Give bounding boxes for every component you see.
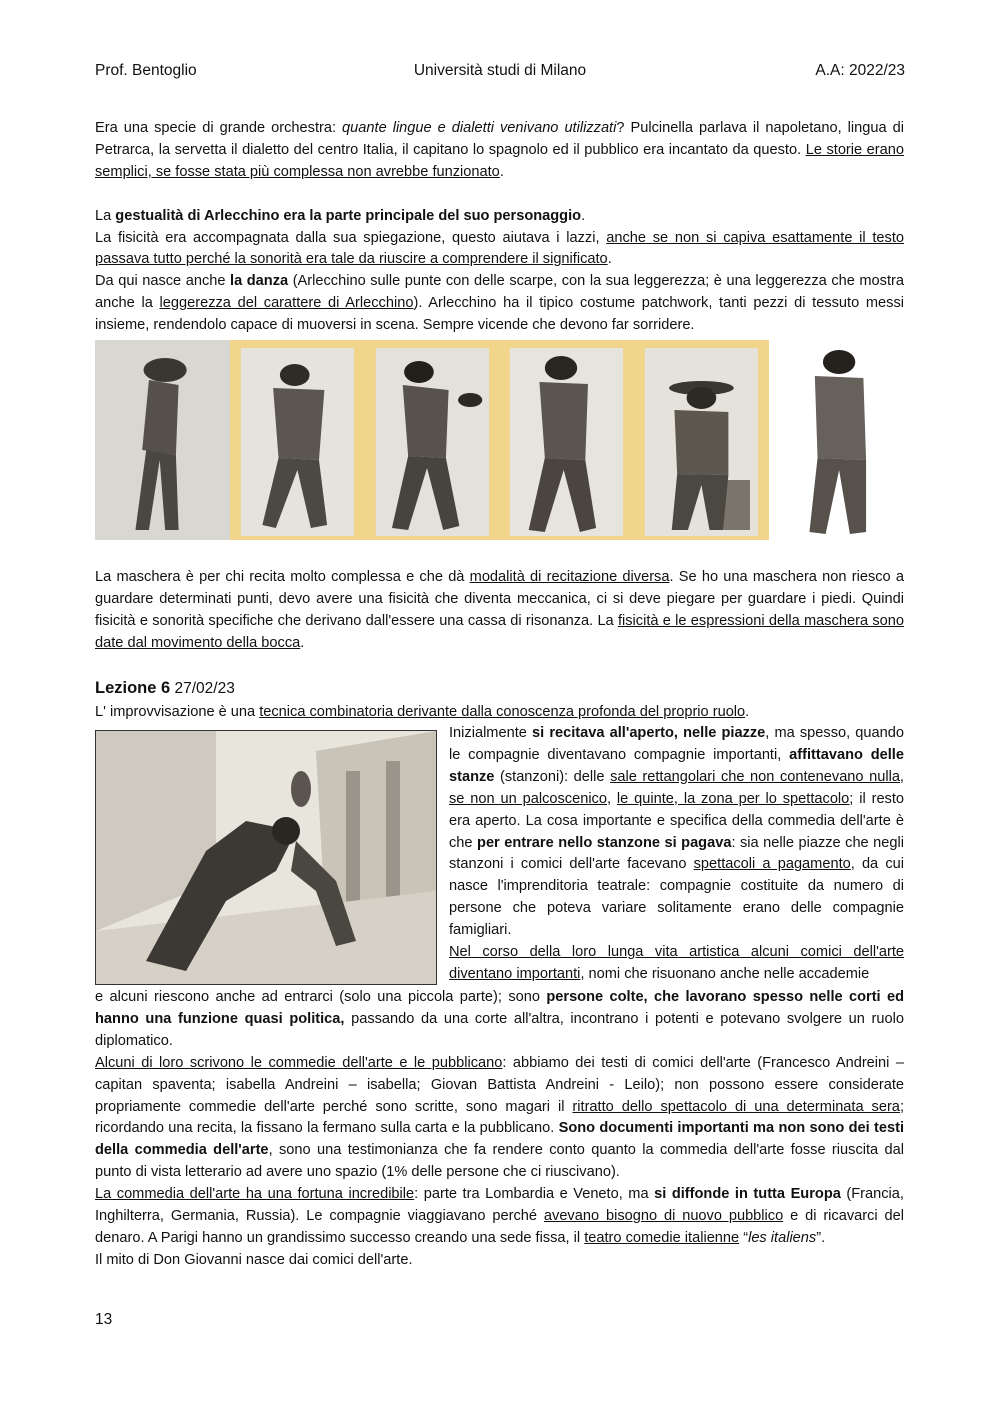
underlined-text: fisicità e le espressioni della maschera sono date dal movimento della bocca xyxy=(95,612,904,651)
paragraph-stanzoni xyxy=(449,723,904,942)
lesson-date: 27/02/23 xyxy=(170,680,235,697)
body-mask xyxy=(95,567,904,655)
bold-text: persone colte, che lavorano spesso nelle corti ed hanno una funzione quasi politica, xyxy=(95,989,905,1027)
text: passando da una corte all'altra, incontrano i potenti e potevano svolgere un ruolo diplomatico. xyxy=(95,1010,904,1049)
paragraph-danza xyxy=(95,271,904,337)
paragraph-comici-importanti-cont xyxy=(95,987,904,1053)
bold-text: gestualità di Arlecchino era la parte principale del suo personaggio xyxy=(115,207,582,224)
underlined-text: La commedia dell'arte ha una fortuna incredibile xyxy=(95,1186,415,1203)
text: La maschera è per chi recita molto complessa e che dà xyxy=(95,569,470,585)
stage-engraving-image xyxy=(95,730,437,985)
text: . xyxy=(581,207,586,224)
bold-text: si diffonde in tutta Europa xyxy=(654,1186,841,1203)
text: , da cui nasce l'imprenditoria teatrale: compagnie costituite da numero di persone che poteva variare solitamente erano delle compagnie famigliari. xyxy=(449,856,904,939)
underlined-text: anche se non si capiva esattamente il testo passava tutto perché la sonorità era tale da riuscire a comprendere il significato xyxy=(95,229,904,268)
text: ”. xyxy=(816,1229,826,1246)
figure-panel-3 xyxy=(365,340,500,540)
text: e alcuni riescono anche ad entrarci (solo una piccola parte); sono xyxy=(95,989,547,1005)
text: . xyxy=(499,163,504,180)
bold-text: si recitava all'aperto, nelle piazze xyxy=(532,725,766,741)
body-lower xyxy=(95,987,904,1272)
underlined-text: sale rettangolari che non contenevano nulla, se non un palcoscenico xyxy=(449,768,904,807)
text: , ma spesso, quando le compagnie diventavano compagnie importanti, xyxy=(449,725,905,763)
arlecchino-figures-image xyxy=(95,340,904,540)
body-upper xyxy=(95,118,904,337)
paragraph-comici-importanti-start xyxy=(449,942,904,986)
figure-panel-2 xyxy=(230,340,365,540)
text: (Francia, Inghilterra, Germania, Russia). Le compagnie viaggiavano perché xyxy=(95,1186,904,1225)
text: e di ricavarci del denaro. A Parigi hanno un grandissimo successo creando una sede fissa, il xyxy=(95,1208,904,1246)
paragraph-maschera xyxy=(95,567,904,655)
underlined-text: Alcuni di loro scrivono le commedie dell'arte e le pubblicano xyxy=(95,1054,503,1071)
bold-text: Sono documenti importanti ma non sono dei testi della commedia dell'arte xyxy=(95,1120,905,1159)
lesson-title: Lezione 6 xyxy=(95,679,171,697)
text: “ xyxy=(739,1229,749,1246)
underlined-text: le quinte, la zona per lo spettacolo; xyxy=(616,790,854,807)
text: il resto era aperto. La cosa importante e specifica della commedia dell'arte è che xyxy=(449,790,905,851)
italic-text: les italiens xyxy=(748,1229,817,1246)
text: ). Arlecchino ha il tipico costume patchwork, tanti pezzi di tessuto messi insieme, rendendolo capace di muoversi in scena. Sempre vicende che devono far sorridere. xyxy=(95,295,905,334)
lesson-heading xyxy=(95,679,235,698)
paragraph-gestualita xyxy=(95,206,904,228)
bold-text: affittavano delle stanze xyxy=(449,746,904,785)
paragraph-orchestra xyxy=(95,118,904,184)
text: Inizialmente xyxy=(449,725,533,741)
underlined-text: spettacoli a pagamento xyxy=(693,856,851,873)
text: . xyxy=(607,251,612,268)
underlined-text: teatro comedie italienne xyxy=(584,1229,740,1246)
text: : abbiamo dei testi di comici dell'arte (Francesco Andreini – capitan spaventa; isabella Andreini – isabella; Giovan Battista Andreini - Leilo); non possono essere considerate propriamente commedie dell'arte perché sono scritte, sono magari il xyxy=(95,1054,904,1115)
text: (Arlecchino sulle punte con delle scarpe, con la sua leggerezza; è una leggerezza che mostra anche la xyxy=(95,273,904,312)
text: (stanzoni): delle xyxy=(494,768,611,785)
underlined-text: Le storie erano semplici, se fosse stata più complessa non avrebbe funzionato xyxy=(95,141,904,180)
text: Era una specie di grande orchestra: xyxy=(95,120,343,136)
figure-panel-6 xyxy=(769,340,904,540)
text: Da qui nasce anche xyxy=(95,273,231,290)
blank-line xyxy=(95,184,904,206)
underlined-text: leggerezza del carattere di Arlecchino xyxy=(159,295,414,312)
bold-text: la danza xyxy=(230,273,289,290)
text: , nomi che risuonano anche nelle accademie xyxy=(580,965,870,982)
figure-panel-5 xyxy=(634,340,769,540)
text: : parte tra Lombardia e Veneto, ma xyxy=(414,1186,655,1203)
underlined-text: avevano bisogno di nuovo pubblico xyxy=(543,1208,784,1225)
text: L' improvvisazione è una xyxy=(95,704,260,720)
text: La fisicità era accompagnata dalla sua spiegazione, questo aiutava i lazzi, xyxy=(95,229,607,246)
header-university: Università studi di Milano xyxy=(413,62,587,79)
header-author: Prof. Bentoglio xyxy=(95,62,197,79)
text: , sono una testimonianza che fa rendere conto quanto la commedia dell'arte fosse riuscita dal punto di vista letterario ad avere uno spazio (1% delle persone che ci riuscivano). xyxy=(95,1142,905,1181)
bold-text: per entrare nello stanzone si pagava xyxy=(477,834,732,851)
underlined-text: tecnica combinatoria derivante dalla conoscenza profonda del proprio ruolo xyxy=(259,704,746,720)
paragraph-fortuna xyxy=(95,1184,904,1250)
paragraph-improvvisazione xyxy=(95,702,904,724)
underlined-text: ritratto dello spettacolo di una determinata sera xyxy=(572,1098,900,1115)
text: . xyxy=(300,634,305,651)
body-stanzoni-wrapped xyxy=(449,723,904,986)
text: , xyxy=(606,790,617,807)
text: . Se ho una maschera non riesco a guardare determinati punti, devo avere una fisicità che diventa meccanica, ci si deve piegare per guardare i piedi. Quindi fisicità e sonorità specifiche che derivano dall'essere una cassa di risonanza. La xyxy=(95,569,904,629)
underlined-text: modalità di recitazione diversa xyxy=(469,569,670,585)
text: La xyxy=(95,207,116,224)
figure-panel-1 xyxy=(95,340,230,540)
italic-text: quante lingue e dialetti venivano utilizzati xyxy=(342,120,617,136)
paragraph-fisicita xyxy=(95,228,904,272)
page-number: 13 xyxy=(95,1311,113,1328)
underlined-text: Nel corso della loro lunga vita artistica alcuni comici dell'arte diventano importanti xyxy=(449,944,904,982)
paragraph-testi xyxy=(95,1053,904,1184)
figure-panel-4 xyxy=(499,340,634,540)
text: . xyxy=(745,704,750,720)
text: : sia nelle piazze che negli stanzoni i comici dell'arte facevano xyxy=(449,834,904,873)
paragraph-don-giovanni: Il mito di Don Giovanni nasce dai comici dell'arte. xyxy=(95,1251,413,1268)
text: ? Pulcinella parlava il napoletano, lingua di Petrarca, la servetta il dialetto del centro Italia, il capitano lo spagnolo ed il pubblico era incantato da questo. xyxy=(95,120,904,158)
header-academic-year: A.A: 2022/23 xyxy=(815,62,905,79)
body-improv xyxy=(95,702,904,724)
text: ; ricordando una recita, la fissano la fermano sulla carta e la pubblicano. xyxy=(95,1098,904,1137)
